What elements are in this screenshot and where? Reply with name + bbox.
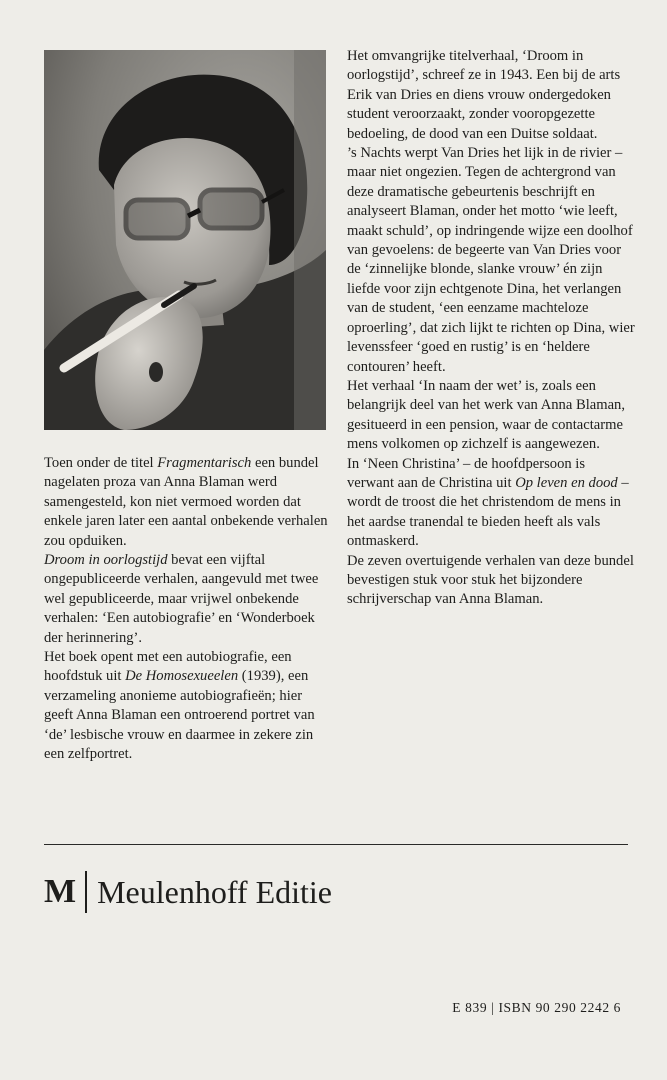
text-run: – wordt de troost die het christendom de mens in het aardse tranendal te bieden heeft als vals ontmaskerd. (347, 474, 629, 550)
title-droom-in-oorlogstijd: Droom in oorlogstijd (44, 552, 168, 569)
logo-divider (85, 871, 87, 913)
isbn-line (452, 1000, 621, 1016)
publisher-logo-letter: M (44, 873, 77, 910)
paragraph-conclusion: De zeven overtuigende verhalen van deze bundel bevestigen stuk voor stuk het bijzondere schrijverschap van Anna Blaman. (347, 552, 634, 608)
paragraph-in-naam-der-wet: Het verhaal ‘In naam der wet’ is, zoals een belangrijk deel van het werk van Anna Blaman, gesitueerd in een pension, waar de contactarme mens volkomen op zichzelf is aangewezen. (347, 377, 626, 453)
catalog-code: E 839 (452, 1000, 488, 1015)
paragraph-droom-contents (44, 551, 334, 648)
paragraph-autobiografie (44, 648, 334, 764)
paragraph-fragmentarisch (44, 454, 334, 551)
text-run: bevat een vijftal ongepubliceerde verhalen, aangevuld met twee wel gepubliceerde, maar vrijwel onbekende verhalen: ‘Een autobiografie’ en ‘Wonderboek der herinnering’. (44, 552, 319, 646)
publisher-logo (44, 870, 332, 914)
description-left-column (44, 454, 334, 765)
title-fragmentarisch: Fragmentarisch (157, 455, 252, 471)
title-op-leven-en-dood: Op leven en dood (515, 474, 618, 491)
text-run: (1939), een verzameling anonieme autobiografieën; hier geeft Anna Blaman een ontroerend portret van ‘de’ lesbische vrouw en daarmee in zekere zin een zelfportret. (44, 668, 315, 763)
title-de-homosexueelen: De Homosexueelen (125, 668, 239, 685)
text-run: In ‘Neen Christina’ – de hoofdpersoon is verwant aan de Christina uit (347, 455, 586, 491)
text-run: Toen onder de titel (44, 455, 158, 471)
divider-rule (44, 844, 628, 845)
publisher-series-name: Meulenhoff Editie (97, 873, 332, 910)
paragraph-neen-christina (347, 455, 635, 552)
author-photo (44, 50, 326, 430)
isbn-separator: | (491, 1000, 499, 1015)
paragraph-van-dries: ’s Nachts werpt Van Dries het lijk in de rivier – maar niet ongezien. Tegen de achtergrond van deze dramatische gebeurtenis beschrijft en analyseert Blaman, onder het motto ‘wie leeft, maakt schuld’, op indringende wijze een doolhof van gevoelens: de begeerte van Van Dries voor de ‘zinnelijke blonde, slanke vrouw’ én zijn liefde voor zijn echtgenote Dina, het verlangen van de student, ‘een eenzame machteloze oproerling’, dat zich lijkt te richten op Dina, wier levenssfeer ‘goed en rustig’ is en ‘heldere contouren’ heeft. (347, 145, 635, 375)
paragraph-titelverhaal: Het omvangrijke titelverhaal, ‘Droom in oorlogstijd’, schreef ze in 1943. Een bij de arts Erik van Dries en diens vrouw ondergedoken student veroorzaakt, zonder vooropgezette bedoeling, de dood van een Duitse soldaat. (347, 48, 621, 142)
text-run: Het boek opent met een autobiografie, een hoofdstuk uit (44, 649, 292, 685)
isbn-number: ISBN 90 290 2242 6 (498, 1000, 621, 1015)
portrait-illustration (44, 50, 326, 430)
text-run: een bundel nagelaten proza van Anna Blaman werd samengesteld, kon niet vermoed worden dat enkele jaren later een aantal onbekende verhalen zou opduiken. (44, 455, 328, 549)
description-right-column (347, 47, 635, 610)
